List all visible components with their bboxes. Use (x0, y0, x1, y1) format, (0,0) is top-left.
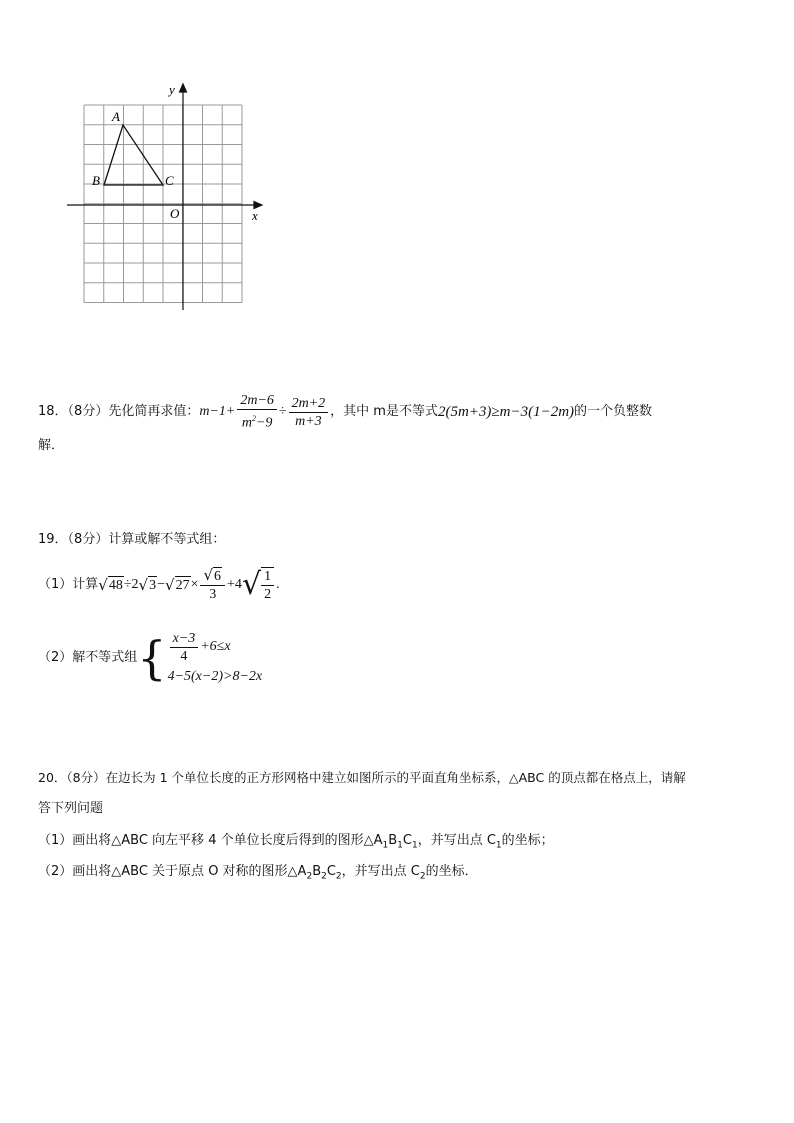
grid-lines (84, 105, 242, 303)
q18-mid: ，其中 m是不等式 (330, 404, 438, 419)
y-axis-label: y (169, 82, 175, 97)
q18-frac2-denominator: m+3 (295, 413, 322, 429)
q19-system-line2: 4−5(x−2)>8−2x (167, 669, 263, 684)
sqrt-icon: √ (98, 576, 108, 594)
sqrt-icon: √ (165, 576, 175, 594)
question-20-part1: （1）画出将△ABC 向左平移 4 个单位长度后得到的图形$\triangle A_1B_1C_1$，并写出点 $C_1$的坐标； (38, 833, 554, 851)
q19-system-numerator: x−3 (170, 630, 199, 648)
coordinate-grid-figure (60, 80, 270, 320)
question-20-part2: （2）画出将△ABC 关于原点 O 对称的图形$\triangle A_2B_2C_2$，并写出点 $C_2$的坐标． (38, 864, 478, 882)
sqrt-icon: √ (241, 567, 262, 602)
q18-prefix: 18．（8分）先化简再求值： (38, 404, 200, 419)
q19-plus-4: +4 (227, 577, 242, 592)
q19-system-line1-rest: +6≤x (200, 639, 231, 654)
question-19-title: 19．（8分）计算或解不等式组： (38, 532, 226, 547)
q19-radicand-3: 3 (149, 577, 157, 593)
q19-sqrt-half (261, 567, 274, 603)
question-19-part2 (38, 625, 262, 691)
q19-p1-prefix: （1）计算 (38, 577, 99, 592)
q19-p1-end: . (276, 577, 280, 592)
q18-fraction-2 (289, 395, 329, 430)
q18-div-sign: ÷ (278, 404, 287, 419)
y-axis-arrow-icon (180, 84, 187, 92)
q18-expr-a: m−1+ (199, 404, 236, 419)
q19-half-denominator: 2 (264, 587, 272, 602)
triangle-abc (104, 125, 163, 185)
q18-suffix: 的一个负整数 (574, 404, 653, 419)
q18-fraction-1 (237, 392, 277, 432)
vertex-b-label: B (92, 173, 100, 188)
vertex-c-label: C (165, 173, 174, 188)
sqrt-icon: √ (203, 566, 214, 584)
q19-radicand-27: 27 (175, 577, 190, 593)
q19-system-fraction (170, 630, 199, 665)
q19-minus: − (157, 577, 165, 592)
left-brace-icon: { (137, 631, 167, 685)
axes (67, 84, 262, 310)
q18-frac2-numerator: 2m+2 (289, 395, 329, 413)
question-20-line1: 20．（8分）在边长为 1 个单位长度的正方形网格中建立如图所示的平面直角坐标系，△ABC 的顶点都在格点上，请解 (38, 770, 686, 785)
origin-label: O (170, 206, 180, 221)
q18-inequality: 2(5m+3)≥m−3(1−2m) (437, 404, 575, 420)
q19-radicand-48: 48 (108, 577, 123, 593)
q19-system-denominator: 4 (180, 648, 188, 664)
question-18-line1 (38, 392, 652, 432)
q19-p2-prefix: （2）解不等式组 (38, 650, 138, 665)
sqrt-icon: √ (138, 576, 149, 594)
q19-div-2: ÷2 (123, 577, 139, 592)
q19-system (168, 628, 263, 688)
vertex-a-label: A (112, 109, 120, 124)
q19-half-numerator: 1 (261, 568, 274, 586)
q19-frac-denominator: 3 (209, 587, 217, 602)
q19-times: × (190, 577, 199, 592)
q19-fraction-sqrt6-over-3 (200, 567, 225, 603)
question-18-line2: 解． (38, 438, 65, 453)
q19-system-line1 (168, 628, 263, 666)
q18-frac1-denominator: $m^2-9$ (241, 414, 273, 431)
q19-frac-numerator: √6 (200, 567, 225, 586)
x-axis-label: x (252, 208, 258, 223)
question-20-line2: 答下列问题 (38, 801, 104, 816)
q18-frac1-numerator: 2m−6 (237, 392, 277, 410)
question-19-part1 (38, 563, 280, 607)
